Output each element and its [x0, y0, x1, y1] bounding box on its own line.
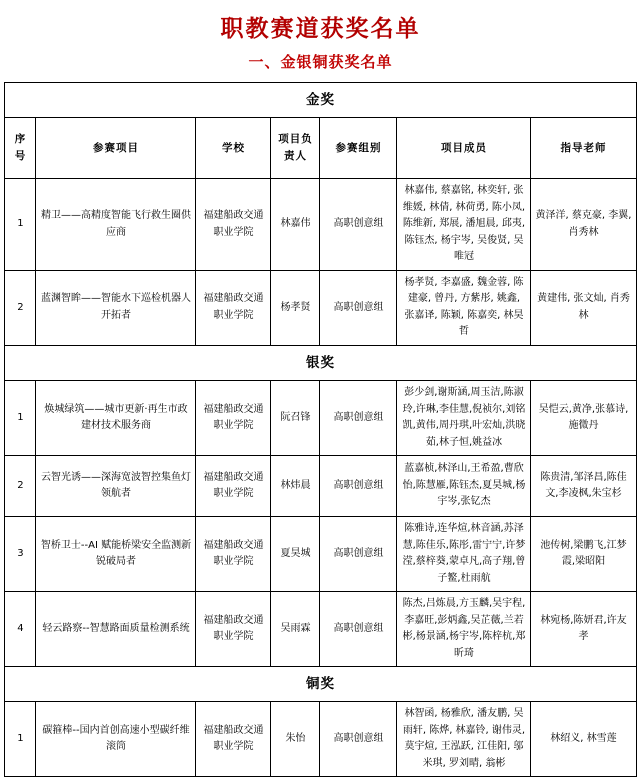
- cell-group: 高职创意组: [320, 179, 397, 271]
- col-header-advisors: 指导老师: [531, 118, 636, 179]
- col-header-project: 参赛项目: [36, 118, 196, 179]
- table-row: [5, 270, 636, 345]
- cell-group: 高职创意组: [320, 270, 397, 345]
- table-row: [5, 517, 636, 592]
- cell-leader: 杨孝贤: [271, 270, 320, 345]
- award-section-row: [5, 83, 636, 118]
- cell-members: 陈杰,吕炼晨,方玉麟,吴宇程,李嘉旺,彭炳鑫,吴芷薇,兰若彬,杨景涵,杨宇岑,陈梓杭,郑昕琦: [397, 592, 531, 667]
- cell-members: 彭少剑,谢斯涵,周玉洁,陈淑玲,许琳,李佳慧,倪祯尔,刘铭凯,黄伟,周丹琪,叶宏灿,洪晓茹,林子恒,姚益冰: [397, 381, 531, 456]
- cell-group: 高职创意组: [320, 702, 397, 777]
- cell-group: 高职创意组: [320, 517, 397, 592]
- table-row: [5, 702, 636, 777]
- cell-project: 蓝渊智眸——智能水下巡检机器人开拓者: [36, 270, 196, 345]
- page-subtitle: 一、金银铜获奖名单: [248, 53, 393, 71]
- cell-project: 焕城绿筑——城市更新·再生市政建材技术服务商: [36, 381, 196, 456]
- cell-no: 2: [5, 456, 36, 517]
- cell-no: 3: [5, 517, 36, 592]
- award-section-row: [5, 345, 636, 380]
- cell-members: 陈雅诗,连华煊,林音涵,苏泽慧,陈佳乐,陈彤,雷宁宁,许梦滢,蔡梓葵,蒙卓凡,高子翔,曾子鳘,杜雨航: [397, 517, 531, 592]
- table-row: [5, 592, 636, 667]
- cell-advisors: 吴恺云,黄净,张慕诗,施微丹: [531, 381, 636, 456]
- award-section-row: [5, 667, 636, 702]
- table-header-row: [5, 118, 636, 179]
- cell-members: 林智函, 杨雅欣, 潘友鹏, 吴雨轩, 陈烨, 林嘉铃, 谢伟灵, 莫宇煊, 王泓跃, 江佳阳, 邬米琪, 罗刘晴, 翁彬: [397, 702, 531, 777]
- cell-group: 高职创意组: [320, 456, 397, 517]
- col-header-no: 序号: [5, 118, 36, 179]
- cell-no: 1: [5, 381, 36, 456]
- cell-advisors: 林宛杨,陈妍君,许友孝: [531, 592, 636, 667]
- col-header-leader: 项目负责人: [271, 118, 320, 179]
- awards-table: [4, 82, 636, 777]
- cell-school: 福建船政交通职业学院: [196, 381, 271, 456]
- cell-school: 福建船政交通职业学院: [196, 702, 271, 777]
- cell-school: 福建船政交通职业学院: [196, 456, 271, 517]
- cell-school: 福建船政交通职业学院: [196, 179, 271, 271]
- cell-group: 高职创意组: [320, 592, 397, 667]
- cell-project: 轻云路察--智慧路面质量检测系统: [36, 592, 196, 667]
- col-header-members: 项目成员: [397, 118, 531, 179]
- cell-members: 杨孝贤, 李嘉盛, 魏金蓉, 陈建豪, 曾丹, 方紫彤, 姚鑫, 张嘉译, 陈颖, 陈嘉奕, 林昊哲: [397, 270, 531, 345]
- col-header-group: 参赛组别: [320, 118, 397, 179]
- cell-advisors: 黄建伟, 张文灿, 肖秀林: [531, 270, 636, 345]
- cell-advisors: 陈贵清,邹泽昌,陈佳文,李凌枫,朱宝杉: [531, 456, 636, 517]
- cell-no: 1: [5, 179, 36, 271]
- cell-advisors: 池传树,梁鹏飞,江梦霞,梁昭阳: [531, 517, 636, 592]
- cell-project: 精卫——高精度智能飞行救生圈供应商: [36, 179, 196, 271]
- table-row: [5, 456, 636, 517]
- cell-advisors: 林绍义, 林雪莲: [531, 702, 636, 777]
- award-section-label: 铜奖: [5, 667, 636, 702]
- table-row: [5, 179, 636, 271]
- cell-project: 碳箍棒--国内首创高速小型碳纤维滚筒: [36, 702, 196, 777]
- cell-school: 福建船政交通职业学院: [196, 270, 271, 345]
- col-header-school: 学校: [196, 118, 271, 179]
- cell-leader: 林炜晨: [271, 456, 320, 517]
- cell-advisors: 黄泽洋, 蔡克豪, 李翼, 肖秀林: [531, 179, 636, 271]
- cell-no: 2: [5, 270, 36, 345]
- cell-group: 高职创意组: [320, 381, 397, 456]
- awards-table-body: [5, 83, 636, 777]
- cell-leader: 阮召锋: [271, 381, 320, 456]
- award-section-label: 银奖: [5, 345, 636, 380]
- cell-leader: 朱怡: [271, 702, 320, 777]
- cell-school: 福建船政交通职业学院: [196, 592, 271, 667]
- cell-members: 蓝嘉桢,林泽山,王希盈,曹欣怡,陈慧雁,陈钰杰,夏昊城,杨宇岑,张钇杰: [397, 456, 531, 517]
- cell-members: 林嘉伟, 蔡嘉铭, 林奕轩, 张维媛, 林倩, 林荷勇, 陈小凤, 陈维新, 郑展, 潘旭晨, 邱夷, 陈钰杰, 杨宇岑, 吴俊贤, 吴唯冠: [397, 179, 531, 271]
- cell-leader: 夏昊城: [271, 517, 320, 592]
- cell-no: 1: [5, 702, 36, 777]
- page-title: 职教赛道获奖名单: [220, 16, 421, 42]
- award-section-label: 金奖: [5, 83, 636, 118]
- cell-leader: 吴雨霖: [271, 592, 320, 667]
- cell-no: 4: [5, 592, 36, 667]
- table-row: [5, 381, 636, 456]
- cell-leader: 林嘉伟: [271, 179, 320, 271]
- cell-school: 福建船政交通职业学院: [196, 517, 271, 592]
- cell-project: 云智光诱——深海宽波智控集鱼灯领航者: [36, 456, 196, 517]
- page: [0, 10, 641, 777]
- cell-project: 智桥卫士--AI 赋能桥梁安全监测新锐破局者: [36, 517, 196, 592]
